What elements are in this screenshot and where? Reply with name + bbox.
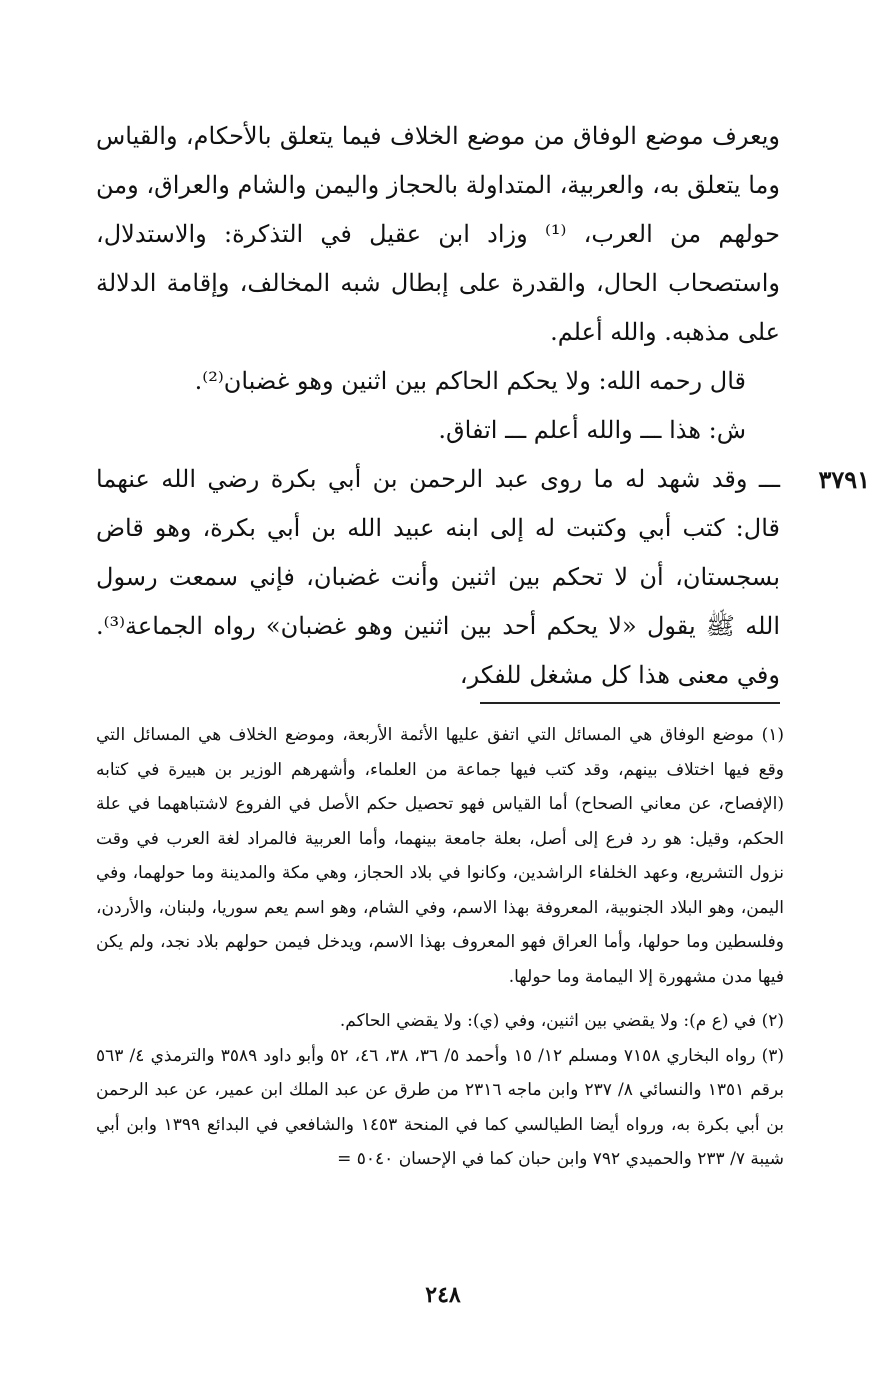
hadith-text: ـــ وقد شهد له ما روى عبد الرحمن بن أبي بكرة رضي الله عنهما قال: كتب أبي وكتبت له إلى ابنه عبيد الله بن أبي بكرة، وهو قاض بسجستان، أن لا تحكم بين اثنين وأنت غضبان، فإني سمعت رسول الله ﷺ يقول «لا يحكم أحد بين اثنين وهو غضبان» رواه الجماعة⁽³⁾. وفي معنى هذا كل مشغل للفكر، xyxy=(96,465,780,689)
paragraph-qala: قال رحمه الله: ولا يحكم الحاكم بين اثنين وهو غضبان⁽²⁾. xyxy=(194,367,746,395)
hadith-number: ٣٧٩١ xyxy=(818,465,870,494)
footnote-2: (٢) في (ع م): ولا يقضي بين اثنين، وفي (ي): ولا يقضي الحاكم. xyxy=(339,1011,784,1031)
footnote-3: (٣) رواه البخاري ٧١٥٨ ومسلم ١٢/ ١٥ وأحمد ٥/ ٣٦، ٣٨، ٤٦، ٥٢ وأبو داود ٣٥٨٩ والترمذي ٤/ ٥٦٣ برقم ١٣٥١ والنسائي ٨/ ٢٣٧ وابن ماجه ٢٣١٦ من طرق عن عبد الملك ابن عمير، عن عبد الرحمن بن أبي بكرة به، ورواه أيضا الطيالسي كما في المنحة ١٤٥٣ والشافعي في البدائع ١٣٩٩ وابن أبي شيبة ٧/ ٢٣٣ والحميدي ٧٩٢ وابن حبان كما في الإحسان ٥٠٤٠ = xyxy=(96,1045,785,1169)
page-number: ٢٤٨ xyxy=(425,1282,461,1308)
footnote-1: (١) موضع الوفاق هي المسائل التي اتفق عليها الأئمة الأربعة، وموضع الخلاف هي المسائل التي وقع فيها اختلاف بينهم، وقد كتب فيها جماعة من العلماء، وأشهرهم الوزير بن هبيرة في كتابه (الإفصاح، عن معاني الصحاح) أما القياس فهو تحصيل حكم الأصل في الفروع لاشتباههما في علة الحكم، وقيل: هو رد فرع إلى أصل، بعلة جامعة بينهما، وأما العربية فالمراد لغة العرب في وقت نزول التشريع، وعهد الخلفاء الراشدين، وكانوا في بلاد الحجاز، وهي مكة والمدينة وما حولهما، وفي اليمن، وهو البلاد الجنوبية، المعروفة بهذا الاسم، وفي الشام، وهو اسم يعم سوريا، ولبنان، والأردن، وفلسطين وما حولها، وأما العراق فهو المعروف بهذا الاسم، ويدخل فيمن حولهم بلاد نجد، ولم يكن فيها مدن مشهورة إلا اليمامة وما حولها. xyxy=(96,725,784,987)
footnote-divider xyxy=(480,702,780,704)
footnotes xyxy=(96,718,784,1177)
paragraph-main: ويعرف موضع الوفاق من موضع الخلاف فيما يتعلق بالأحكام، والقياس وما يتعلق به، والعربية، المتداولة بالحجاز واليمن والشام والعراق، ومن حولهم من العرب، ⁽¹⁾ وزاد ابن عقيل في التذكرة: والاستدلال، واستصحاب الحال، والقدرة على إبطال شبه المخالف، وإقامة الدلالة على مذهبه. والله أعلم. xyxy=(96,122,780,346)
hadith-block xyxy=(96,455,870,700)
main-text xyxy=(96,112,870,700)
paragraph-sharh: ش: هذا ـــ والله أعلم ـــ اتفاق. xyxy=(438,416,746,444)
